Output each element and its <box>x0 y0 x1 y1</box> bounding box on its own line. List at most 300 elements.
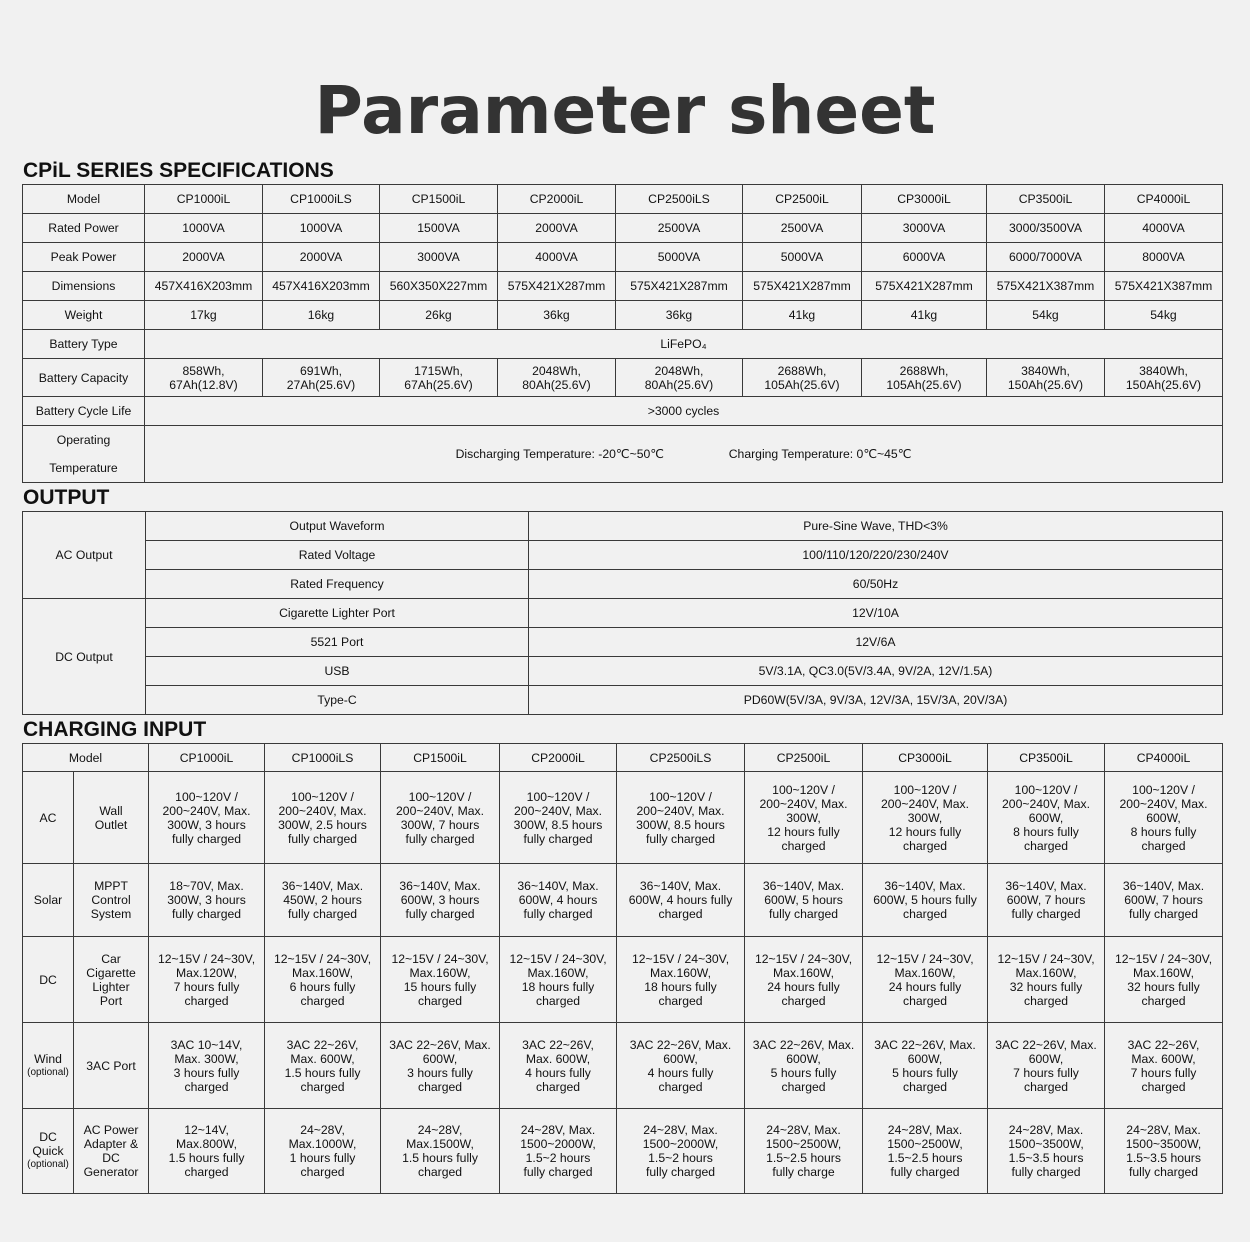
charging-cell-line: fully charged <box>645 1165 716 1179</box>
spec-row-rated-power <box>23 214 1223 243</box>
charging-source-line: Generator <box>83 1165 139 1179</box>
spec-cell: 6000/7000VA <box>987 243 1105 272</box>
spec-row-dimensions <box>23 272 1223 301</box>
charging-cell <box>745 772 863 864</box>
charging-cell-line: 24~28V, <box>300 1123 345 1137</box>
charging-cell <box>988 864 1105 937</box>
output-row <box>23 657 1223 686</box>
row-label: Dimensions <box>23 272 145 301</box>
row-label: Battery Capacity <box>23 359 145 397</box>
charging-cell-line: fully charged <box>1011 1165 1081 1179</box>
output-item-value: PD60W(5V/3A, 9V/3A, 12V/3A, 15V/3A, 20V/3A) <box>529 686 1223 715</box>
spec-cell: 5000VA <box>743 243 862 272</box>
charging-model-cell: CP1000iL <box>149 744 265 772</box>
specs-heading: CPiL SERIES SPECIFICATIONS <box>23 159 334 182</box>
charging-cell-line: 24~28V, Max. <box>643 1123 718 1137</box>
charging-cell <box>149 1109 265 1194</box>
charging-cell-line: 12~14V, <box>184 1123 229 1137</box>
spec-cell: 575X421X387mm <box>1105 272 1223 301</box>
output-row <box>23 570 1223 599</box>
spec-cell: 560X350X227mm <box>380 272 498 301</box>
charging-cell <box>1105 937 1223 1023</box>
spec-cell: CP4000iL <box>1105 185 1223 214</box>
charging-cell-line: Max.160W, <box>650 965 711 980</box>
charging-cell <box>617 864 745 937</box>
charging-cell <box>1105 772 1223 864</box>
charging-cell-line: Max.1500W, <box>406 1137 474 1151</box>
charging-cell-line: 12~15V / 24~30V, <box>157 951 256 966</box>
charging-cell-line: Max. 600W, <box>525 1051 591 1066</box>
charging-cell <box>149 937 265 1023</box>
charging-cell-line: 300W, <box>907 810 943 825</box>
charging-cell-line: charged <box>417 993 463 1008</box>
charging-source-line: Car <box>101 951 121 966</box>
charging-cell <box>745 1109 863 1194</box>
battery-type-value: LiFePO₄ <box>145 330 1223 359</box>
charging-cell-line: fully charge <box>772 1165 835 1179</box>
charging-group-label <box>23 1109 74 1194</box>
spec-cell: CP1500iL <box>380 185 498 214</box>
charging-cell-line: 600W, <box>1146 810 1181 825</box>
spec-cell: 36kg <box>498 301 616 330</box>
charging-source-label <box>74 1023 149 1109</box>
charging-row <box>23 937 1223 1023</box>
charging-cell-line: 300W, 7 hours <box>400 817 480 832</box>
capacity-line: 2048Wh, <box>532 363 581 378</box>
charging-cell-line: 300W, 2.5 hours <box>278 817 367 832</box>
charging-cell-line: 1.5 hours fully <box>284 1065 361 1080</box>
output-row <box>23 599 1223 628</box>
charging-cell-line: 3AC 22~26V, Max. <box>389 1037 491 1052</box>
charging-source-line: Port <box>99 993 123 1008</box>
spec-row-cycle-life <box>23 397 1223 426</box>
charging-cell-line: Max.160W, <box>773 965 834 980</box>
charging-cell <box>617 1023 745 1109</box>
charging-cell-line: 3AC 22~26V, <box>286 1037 359 1052</box>
output-item-name: Cigarette Lighter Port <box>146 599 529 628</box>
charging-cell-line: 1500~2500W, <box>765 1137 842 1151</box>
charging-row <box>23 772 1223 864</box>
charging-cell-line: 5 hours fully <box>770 1065 837 1080</box>
charging-cell-line: fully charged <box>405 831 475 846</box>
charging-group-line: (optional) <box>27 1066 69 1078</box>
spec-cell: 17kg <box>145 301 263 330</box>
charging-cell-line: 18~70V, Max. <box>169 879 244 893</box>
charging-cell-line: 1500~3500W, <box>1008 1137 1084 1151</box>
charging-cell <box>149 1023 265 1109</box>
spec-cell: 5000VA <box>616 243 743 272</box>
charging-cell-line: charged <box>658 993 703 1008</box>
charging-cell-line: 1500~2000W, <box>642 1137 719 1151</box>
charging-cell <box>1105 1023 1223 1109</box>
charging-cell-line: Max.160W, <box>409 965 471 980</box>
charging-cell <box>617 772 745 864</box>
charging-cell <box>265 772 381 864</box>
charging-cell-line: 12~15V / 24~30V, <box>631 951 730 966</box>
spec-cell: 4000VA <box>498 243 616 272</box>
charging-source-line: Adapter & <box>83 1137 139 1151</box>
capacity-line: 27Ah(25.6V) <box>286 377 356 392</box>
charging-cell <box>149 772 265 864</box>
spec-cell: 6000VA <box>862 243 987 272</box>
charging-cell-line: 36~140V, Max. <box>639 879 722 893</box>
charging-cell-line: 600W, 3 hours <box>400 893 480 907</box>
spec-cell: 4000VA <box>1105 214 1223 243</box>
charging-cell-line: 36~140V, Max. <box>1005 879 1087 893</box>
charging-cell-line: 24~28V, Max. <box>1008 1123 1084 1137</box>
charging-cell-line: fully charged <box>287 907 358 921</box>
charging-cell-line: 100~120V / <box>526 789 590 804</box>
charging-cell-line: 600W, 7 hours <box>1124 893 1203 907</box>
capacity-line: 691Wh, <box>299 363 342 378</box>
spec-cell: 575X421X287mm <box>743 272 862 301</box>
charging-cell-line: 12~15V / 24~30V, <box>754 951 853 966</box>
charging-cell-line: 12~15V / 24~30V, <box>997 951 1095 966</box>
charging-cell-line: Max. 300W, <box>174 1051 239 1066</box>
charging-cell-line: 100~120V / <box>649 789 712 804</box>
charging-cell-line: 600W, <box>1028 1051 1064 1066</box>
row-label: Weight <box>23 301 145 330</box>
operating-temp-value <box>145 426 1223 483</box>
charging-cell-line: 3AC 22~26V, Max. <box>874 1037 976 1052</box>
charging-temp: Charging Temperature: 0℃~45℃ <box>728 447 912 461</box>
output-item-name: Rated Frequency <box>146 570 529 599</box>
charging-source-label <box>74 772 149 864</box>
capacity-line: 67Ah(25.6V) <box>404 377 473 392</box>
charging-cell-line: charged <box>1141 1079 1186 1094</box>
charging-cell-line: 3AC 22~26V, Max. <box>752 1037 855 1052</box>
spec-cell: 3000/3500VA <box>987 214 1105 243</box>
charging-table <box>22 743 1223 1194</box>
capacity-line: 2688Wh, <box>899 363 949 378</box>
charging-cell <box>265 1109 381 1194</box>
cycle-life-value: >3000 cycles <box>145 397 1223 426</box>
spec-cell: CP3000iL <box>862 185 987 214</box>
charging-cell-line: 1.5~3.5 hours <box>1008 1151 1084 1165</box>
spec-row-weight <box>23 301 1223 330</box>
capacity-line: 2048Wh, <box>654 363 704 378</box>
charging-cell <box>381 1023 500 1109</box>
output-item-value: 5V/3.1A, QC3.0(5V/3.4A, 9V/2A, 12V/1.5A) <box>529 657 1223 686</box>
spec-cell: 2000VA <box>498 214 616 243</box>
charging-cell-line: charged <box>300 1079 345 1094</box>
charging-cell-line: 1500~3500W, <box>1125 1137 1202 1151</box>
spec-cell: 3000VA <box>862 214 987 243</box>
spec-cell: 457X416X203mm <box>145 272 263 301</box>
output-item-name: 5521 Port <box>146 628 529 657</box>
charging-cell <box>617 937 745 1023</box>
spec-cell: 41kg <box>743 301 862 330</box>
capacity-cell <box>380 359 498 397</box>
charging-cell-line: fully charged <box>405 907 475 921</box>
capacity-line: 150Ah(25.6V) <box>1125 377 1202 392</box>
row-label: Peak Power <box>23 243 145 272</box>
charging-cell-line: Max.160W, <box>292 965 353 980</box>
charging-cell-line: 24 hours fully <box>888 979 962 994</box>
charging-cell-line: 1.5~2.5 hours <box>766 1151 841 1165</box>
row-label: Rated Power <box>23 214 145 243</box>
charging-cell-line: 36~140V, Max. <box>399 879 481 893</box>
charging-cell-line: 3AC 22~26V, <box>1127 1037 1200 1052</box>
charging-cell-line: 18 hours fully <box>521 979 595 994</box>
charging-cell-line: 600W, 4 hours fully <box>628 893 733 907</box>
charging-group-line: DC <box>39 972 57 987</box>
charging-cell <box>863 1023 988 1109</box>
charging-cell-line: 12 hours fully <box>767 824 840 839</box>
charging-cell-line: 7 hours fully <box>1013 1065 1079 1080</box>
charging-source-line: 3AC Port <box>86 1058 136 1073</box>
row-label <box>23 426 145 483</box>
charging-cell <box>988 1023 1105 1109</box>
charging-source-label <box>74 937 149 1023</box>
charging-group-label <box>23 937 74 1023</box>
charging-cell-line: Max.800W, <box>176 1137 237 1151</box>
spec-cell: 8000VA <box>1105 243 1223 272</box>
charging-cell-line: 1500~2500W, <box>887 1137 963 1151</box>
charging-cell <box>381 864 500 937</box>
charging-cell <box>500 1109 617 1194</box>
charging-cell-line: 7 hours fully <box>173 979 240 994</box>
spec-row-battery-capacity <box>23 359 1223 397</box>
charging-cell <box>265 1023 381 1109</box>
charging-cell-line: 8 hours fully <box>1130 824 1197 839</box>
charging-cell-line: 100~120V / <box>175 789 238 804</box>
capacity-cell <box>862 359 987 397</box>
spec-cell: 36kg <box>616 301 743 330</box>
charging-cell-line: 200~240V, Max. <box>162 803 251 818</box>
charging-cell-line: 200~240V, Max. <box>759 796 848 811</box>
charging-cell-line: fully charged <box>171 907 242 921</box>
charging-cell-line: 24~28V, <box>417 1123 463 1137</box>
discharging-temp: Discharging Temperature: -20℃~50℃ <box>455 447 664 461</box>
charging-source-line: Control <box>91 893 131 907</box>
charging-cell-line: fully charged <box>287 831 358 846</box>
charging-model-cell: CP2500iLS <box>617 744 745 772</box>
charging-cell-line: fully charged <box>523 1165 593 1179</box>
charging-cell <box>988 1109 1105 1194</box>
spec-cell: 575X421X287mm <box>498 272 616 301</box>
output-row <box>23 512 1223 541</box>
charging-cell-line: 12~15V / 24~30V, <box>509 951 607 966</box>
output-item-name: Type-C <box>146 686 529 715</box>
charging-group-line: DC <box>39 1130 57 1144</box>
spec-cell: CP3500iL <box>987 185 1105 214</box>
charging-cell-line: 600W, <box>422 1051 458 1066</box>
charging-cell-line: 200~240V, Max. <box>514 803 602 818</box>
charging-cell-line: 200~240V, Max. <box>1002 796 1090 811</box>
output-group-label: DC Output <box>23 599 146 715</box>
charging-cell-line: 600W, <box>907 1051 943 1066</box>
charging-cell-line: 200~240V, Max. <box>396 803 484 818</box>
charging-cell-line: charged <box>1023 1079 1069 1094</box>
charging-cell-line: 8 hours fully <box>1013 824 1079 839</box>
spec-cell: 54kg <box>1105 301 1223 330</box>
charging-cell-line: 600W, <box>786 1051 821 1066</box>
charging-cell-line: charged <box>184 1165 229 1179</box>
charging-cell-line: 100~120V / <box>1132 782 1195 797</box>
charging-cell-line: 200~240V, Max. <box>1119 796 1208 811</box>
charging-row <box>23 1023 1223 1109</box>
charging-source-label <box>74 864 149 937</box>
charging-cell-line: 3 hours fully <box>173 1065 240 1080</box>
charging-cell-line: 12 hours fully <box>888 824 962 839</box>
charging-cell-line: 12~15V / 24~30V, <box>1114 951 1213 966</box>
output-item-name: Rated Voltage <box>146 541 529 570</box>
charging-cell-line: 100~120V / <box>772 782 835 797</box>
charging-cell-line: 1.5 hours fully <box>168 1151 245 1165</box>
charging-cell <box>1105 1109 1223 1194</box>
charging-source-line: MPPT <box>94 879 128 893</box>
charging-cell-line: 1.5~3.5 hours <box>1126 1151 1201 1165</box>
charging-cell-line: fully charged <box>1128 1165 1199 1179</box>
spec-cell: 2000VA <box>263 243 380 272</box>
charging-source-line: Lighter <box>92 979 130 994</box>
charging-cell-line: Max.160W, <box>1015 965 1077 980</box>
charging-cell-line: 12~15V / 24~30V, <box>391 951 489 966</box>
charging-cell-line: 36~140V, Max. <box>884 879 966 893</box>
capacity-line: 105Ah(25.6V) <box>764 377 840 392</box>
spec-cell: 41kg <box>862 301 987 330</box>
output-table <box>22 511 1223 715</box>
row-label: Model <box>23 185 145 214</box>
charging-group-label <box>23 772 74 864</box>
charging-model-cell: CP1000iLS <box>265 744 381 772</box>
row-label: Model <box>23 744 149 772</box>
charging-cell-line: 100~120V / <box>291 789 354 804</box>
charging-cell-line: fully charged <box>645 831 716 846</box>
charging-cell-line: 24~28V, Max. <box>766 1123 841 1137</box>
charging-cell-line: 1500~2000W, <box>520 1137 596 1151</box>
charging-group-line: Quick <box>32 1144 64 1158</box>
charging-cell-line: charged <box>184 993 229 1008</box>
output-heading: OUTPUT <box>23 486 110 509</box>
spec-cell: 2500VA <box>743 214 862 243</box>
charging-source-line: AC Power <box>83 1123 139 1137</box>
charging-model-cell: CP3500iL <box>988 744 1105 772</box>
spec-cell: 2000VA <box>145 243 263 272</box>
charging-source-line: Cigarette <box>86 965 136 980</box>
spec-cell: 2500VA <box>616 214 743 243</box>
capacity-line: 67Ah(12.8V) <box>169 377 238 392</box>
charging-cell <box>863 772 988 864</box>
charging-cell-line: 7 hours fully <box>1130 1065 1197 1080</box>
charging-cell-line: charged <box>902 993 948 1008</box>
charging-cell-line: 1 hours fully <box>289 1151 356 1165</box>
output-item-value: 100/110/120/220/230/240V <box>529 541 1223 570</box>
charging-cell-line: 36~140V, Max. <box>762 879 845 893</box>
charging-cell-line: 1.5~2 hours <box>525 1151 591 1165</box>
charging-cell-line: 200~240V, Max. <box>278 803 367 818</box>
charging-heading: CHARGING INPUT <box>23 718 207 741</box>
charging-cell-line: Max.120W, <box>176 965 237 980</box>
output-item-name: Output Waveform <box>146 512 529 541</box>
spec-cell: 575X421X287mm <box>616 272 743 301</box>
charging-cell-line: charged <box>535 993 581 1008</box>
charging-group-line: Wind <box>34 1051 62 1066</box>
output-group-label: AC Output <box>23 512 146 599</box>
capacity-line: 858Wh, <box>182 363 225 378</box>
spec-cell: 1000VA <box>145 214 263 243</box>
specs-table <box>22 184 1223 483</box>
charging-cell-line: 600W, 7 hours <box>1006 893 1086 907</box>
spec-cell: 457X416X203mm <box>263 272 380 301</box>
charging-cell <box>381 1109 500 1194</box>
charging-source-line: System <box>90 907 132 921</box>
charging-cell <box>863 1109 988 1194</box>
spec-cell: 16kg <box>263 301 380 330</box>
capacity-line: 1715Wh, <box>414 363 463 378</box>
charging-cell-line: 100~120V / <box>1014 782 1078 797</box>
charging-cell-line: 1.5 hours fully <box>402 1151 478 1165</box>
charging-group-label <box>23 864 74 937</box>
charging-cell-line: 36~140V, Max. <box>517 879 599 893</box>
charging-cell-line: 3AC 22~26V, <box>522 1037 594 1052</box>
row-label: Battery Cycle Life <box>23 397 145 426</box>
spec-cell: CP1000iL <box>145 185 263 214</box>
capacity-cell <box>1105 359 1223 397</box>
charging-cell-line: charged <box>658 907 703 921</box>
charging-model-cell: CP3000iL <box>863 744 988 772</box>
charging-cell-line: charged <box>902 1079 948 1094</box>
output-row <box>23 628 1223 657</box>
charging-cell-line: fully charged <box>523 907 593 921</box>
charging-cell-line: 300W, 3 hours <box>167 893 246 907</box>
charging-cell-line: 450W, 2 hours <box>283 893 362 907</box>
charging-cell <box>988 937 1105 1023</box>
charging-cell-line: Max.160W, <box>527 965 589 980</box>
charging-cell-line: fully charged <box>171 831 242 846</box>
charging-cell <box>988 772 1105 864</box>
charging-cell-line: 200~240V, Max. <box>636 803 725 818</box>
page-title: Parameter sheet <box>314 72 936 149</box>
charging-cell-line: 4 hours fully <box>647 1065 714 1080</box>
spec-row-operating-temp <box>23 426 1223 483</box>
charging-cell-line: 600W, <box>1028 810 1064 825</box>
charging-cell-line: charged <box>1023 993 1069 1008</box>
charging-group-line: (optional) <box>27 1159 69 1170</box>
charging-cell <box>863 937 988 1023</box>
charging-cell-line: 600W, 5 hours fully <box>873 893 977 907</box>
charging-row-model <box>23 744 1223 772</box>
charging-cell-line: 32 hours fully <box>1009 979 1083 994</box>
charging-cell <box>381 937 500 1023</box>
output-item-value: 12V/10A <box>529 599 1223 628</box>
capacity-line: 80Ah(25.6V) <box>522 377 591 392</box>
capacity-cell <box>987 359 1105 397</box>
charging-cell-line: 24~28V, Max. <box>887 1123 963 1137</box>
charging-cell-line: charged <box>1141 993 1186 1008</box>
charging-cell <box>745 864 863 937</box>
charging-row <box>23 1109 1223 1194</box>
charging-cell <box>617 1109 745 1194</box>
spec-cell: 1000VA <box>263 214 380 243</box>
charging-cell <box>500 937 617 1023</box>
charging-cell <box>500 1023 617 1109</box>
spec-cell: 26kg <box>380 301 498 330</box>
output-item-value: 12V/6A <box>529 628 1223 657</box>
output-item-value: 60/50Hz <box>529 570 1223 599</box>
charging-cell-line: 6 hours fully <box>289 979 356 994</box>
charging-cell <box>265 864 381 937</box>
charging-cell-line: 18 hours fully <box>644 979 717 994</box>
charging-cell-line: 100~120V / <box>893 782 957 797</box>
charging-cell-line: charged <box>300 993 345 1008</box>
capacity-cell <box>263 359 380 397</box>
charging-cell-line: fully charged <box>768 907 839 921</box>
charging-cell-line: 600W, <box>663 1051 698 1066</box>
spec-row-battery-type <box>23 330 1223 359</box>
charging-cell-line: 300W, 3 hours <box>167 817 246 832</box>
